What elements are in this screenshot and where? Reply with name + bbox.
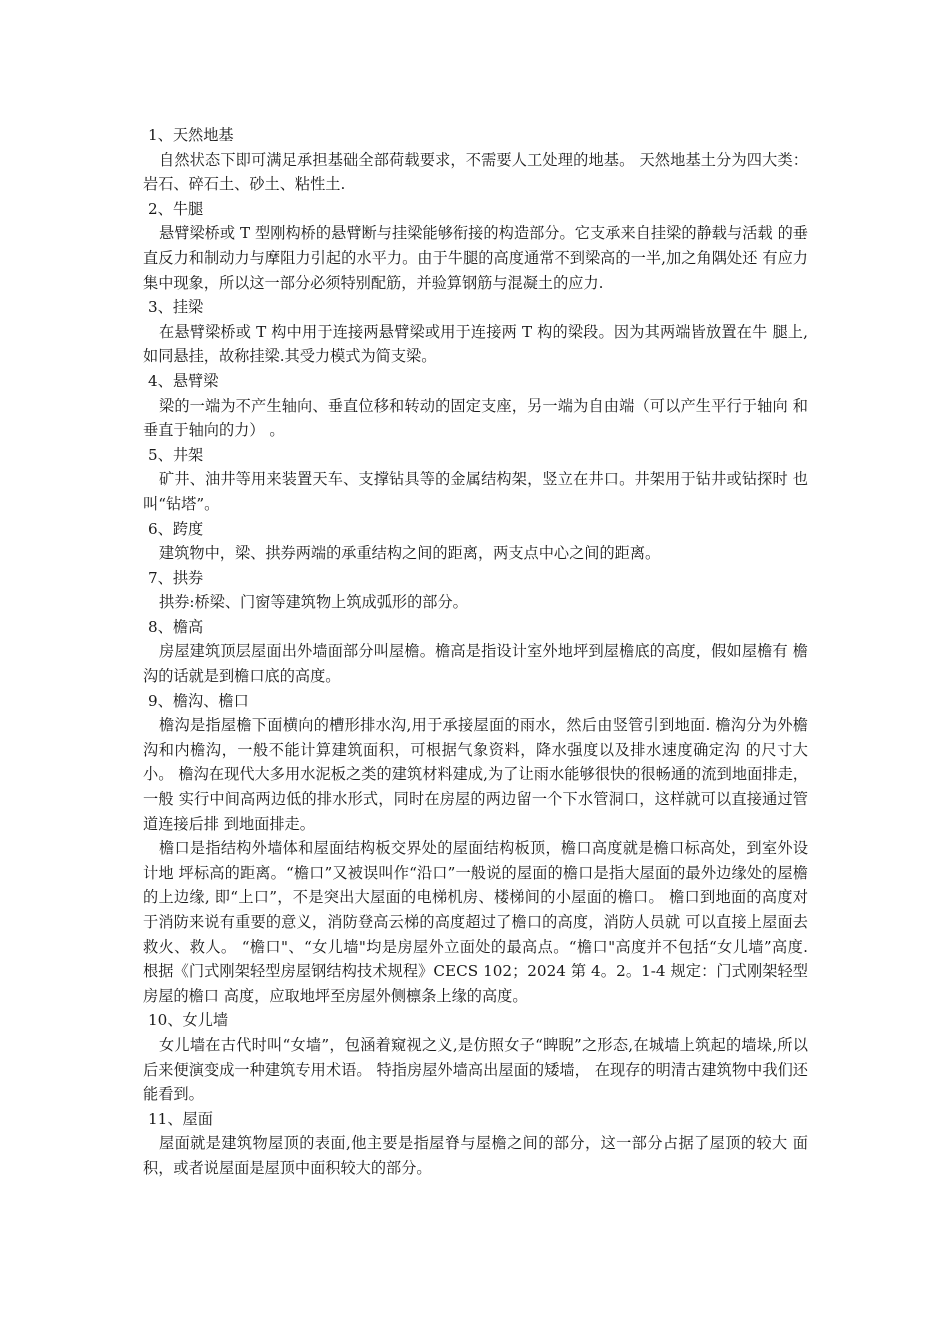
section-paragraph: 檐沟是指屋檐下面横向的槽形排水沟,用于承接屋面的雨水，然后由竖管引到地面. 檐沟分为外檐沟和内檐沟，一般不能计算建筑面积，可根据气象资料，降水强度以及排水速度确定沟 的尺寸大小。 檐沟在现代大多用水泥板之类的建筑材料建成,为了让雨水能够很快的很畅通的流到地面排走，一般 实行中间高两边低的排水形式，同时在房屋的两边留一个下水管洞口，这样就可以直接通过管道连接后排 到地面排走。 (143, 716, 808, 833)
section-paragraph: 建筑物中，梁、拱券两端的承重结构之间的距离，两支点中心之间的距离。 (159, 544, 661, 563)
section-paragraph: 檐口是指结构外墙体和屋面结构板交界处的屋面结构板顶，檐口高度就是檐口标高处，到室外设计地 坪标高的距离。“檐口”又被误叫作“沿口”一般说的屋面的檐口是指大屋面的最外边缘处的屋檐的上边缘, 即“上口”，不是突出大屋面的电梯机房、楼梯间的小屋面的檐口。 檐口到地面的高度对于消防来说有重要的意义，消防登高云梯的高度超过了檐口的高度，消防人员就 可以直接上屋面去救火、救人。 “檐口"、“女儿墙"均是房屋外立面处的最高点。“檐口"高度并不包括“女儿墙”高度. 根据《门式刚架轻型房屋钢结构技术规程》CECS 102；2024 第 4。2。1-4 规定：门式刚架轻型房屋的檐口 高度，应取地坪至房屋外侧檩条上缘的高度。 (143, 839, 808, 1005)
section-heading: 11、屋面 (148, 1109, 213, 1128)
section-heading: 9、檐沟、檐口 (148, 691, 249, 710)
section-paragraph: 拱券:桥梁、门窗等建筑物上筑成弧形的部分。 (159, 593, 468, 612)
section-paragraph: 房屋建筑顶层屋面出外墙面部分叫屋檐。檐高是指设计室外地坪到屋檐底的高度，假如屋檐有 檐沟的话就是到檐口底的高度。 (143, 642, 808, 686)
section-heading: 1、天然地基 (148, 126, 234, 144)
section-heading: 2、牛腿 (148, 199, 204, 218)
section-heading: 8、檐高 (148, 617, 204, 636)
section-paragraph: 女儿墙在古代时叫“女墙”，包涵着窥视之义,是仿照女子“睥睨”之形态,在城墙上筑起的墙垛,所以 后来便演变成一种建筑专用术语。 特指房屋外墙高出屋面的矮墙， 在现存的明清古建筑物中我们还能看到。 (143, 1035, 808, 1104)
section-heading: 10、女儿墙 (148, 1011, 229, 1030)
section-paragraph: 自然状态下即可满足承担基础全部荷载要求，不需要人工处理的地基。 天然地基土分为四大类：岩石、碎石土、砂土、粘性土. (143, 150, 808, 194)
section-paragraph: 在悬臂梁桥或 T 构中用于连接两悬臂梁或用于连接两 T 构的梁段。因为其两端皆放置在牛 腿上,如同悬挂，故称挂梁.其受力模式为简支梁。 (143, 322, 808, 366)
section-heading: 7、拱券 (148, 568, 204, 587)
section-paragraph: 矿井、油井等用来装置天车、支撑钻具等的金属结构架，竖立在井口。井架用于钻井或钻探时 也叫“钻塔”。 (143, 470, 808, 513)
section-paragraph: 悬臂梁桥或 T 型刚构桥的悬臂断与挂梁能够衔接的构造部分。它支承来自挂梁的静载与活载 的垂直反力和制动力与摩阻力引起的水平力。由于牛腿的高度通常不到梁高的一半,加之角隅处还 有应力集中现象，所以这一部分必须特别配筋，并验算钢筋与混凝土的应力. (143, 224, 808, 292)
section-heading: 3、挂梁 (148, 298, 204, 317)
section-heading: 4、悬臂梁 (148, 371, 219, 390)
section-heading: 5、井架 (148, 445, 204, 464)
document-body (143, 123, 808, 1181)
section-paragraph: 梁的一端为不产生轴向、垂直位移和转动的固定支座，另一端为自由端（可以产生平行于轴向 和垂直于轴向的力） 。 (143, 396, 808, 440)
section-paragraph: 屋面就是建筑物屋顶的表面,他主要是指屋脊与屋檐之间的部分，这一部分占据了屋顶的较大 面积，或者说屋面是屋顶中面积较大的部分。 (143, 1134, 808, 1177)
section-heading: 6、跨度 (148, 519, 204, 538)
